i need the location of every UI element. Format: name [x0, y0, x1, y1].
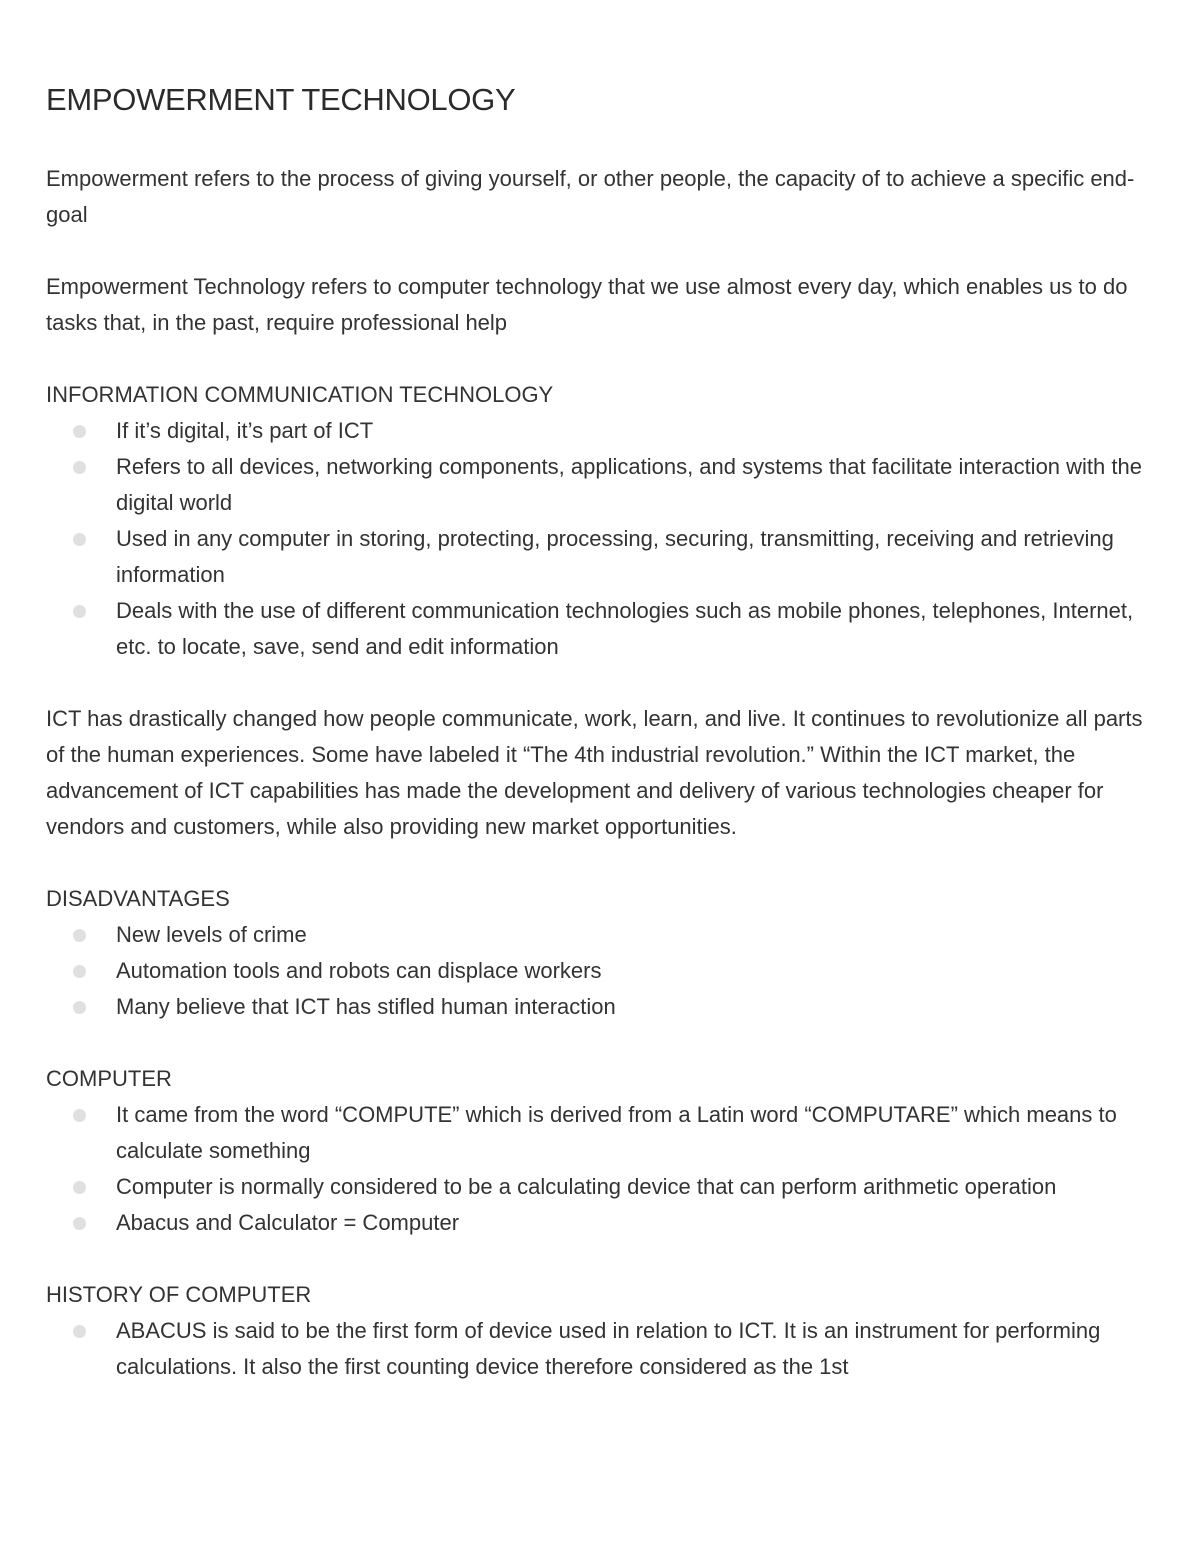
list-item: ABACUS is said to be the first form of device used in relation to ICT. It is an instrument for performing calculations. It also the first counting device therefore considered as the 1st — [46, 1313, 1156, 1385]
bullet-icon — [73, 425, 86, 438]
computer-heading: COMPUTER — [46, 1066, 172, 1091]
bullet-icon — [73, 1325, 86, 1338]
list-item: If it’s digital, it’s part of ICT — [46, 413, 1156, 449]
disadvantages-heading: DISADVANTAGES — [46, 886, 230, 911]
empowerment-definition: Empowerment refers to the process of giving yourself, or other people, the capacity of to achieve a specific end-goal — [46, 166, 1135, 227]
list-item: It came from the word “COMPUTE” which is derived from a Latin word “COMPUTARE” which means to calculate something — [46, 1097, 1156, 1169]
document-page — [46, 78, 1156, 1385]
bullet-icon — [73, 605, 86, 618]
bullet-icon — [73, 461, 86, 474]
document-title: EMPOWERMENT TECHNOLOGY — [46, 82, 516, 117]
bullet-icon — [73, 929, 86, 942]
bullet-icon — [73, 533, 86, 546]
bullet-icon — [73, 1109, 86, 1122]
computer-list — [46, 1097, 1156, 1241]
empowerment-technology-definition: Empowerment Technology refers to computer technology that we use almost every day, which enables us to do tasks that, in the past, require professional help — [46, 274, 1128, 335]
list-item: Automation tools and robots can displace workers — [46, 953, 1156, 989]
list-item: New levels of crime — [46, 917, 1156, 953]
list-item: Computer is normally considered to be a calculating device that can perform arithmetic operation — [46, 1169, 1156, 1205]
bullet-icon — [73, 1001, 86, 1014]
list-item: Deals with the use of different communication technologies such as mobile phones, telephones, Internet, etc. to locate, save, send and edit information — [46, 593, 1156, 665]
disadvantages-list — [46, 917, 1156, 1025]
bullet-icon — [73, 1181, 86, 1194]
list-item: Used in any computer in storing, protecting, processing, securing, transmitting, receiving and retrieving information — [46, 521, 1156, 593]
history-heading: HISTORY OF COMPUTER — [46, 1282, 312, 1307]
history-list — [46, 1313, 1156, 1385]
ict-paragraph: ICT has drastically changed how people communicate, work, learn, and live. It continues to revolutionize all parts of the human experiences. Some have labeled it “The 4th industrial revolution.” Within the ICT market, the advancement of ICT capabilities has made the development and delivery of various technologies cheaper for vendors and customers, while also providing new market opportunities. — [46, 706, 1143, 839]
ict-heading: INFORMATION COMMUNICATION TECHNOLOGY — [46, 382, 554, 407]
list-item: Abacus and Calculator = Computer — [46, 1205, 1156, 1241]
ict-list — [46, 413, 1156, 665]
bullet-icon — [73, 965, 86, 978]
list-item: Many believe that ICT has stifled human interaction — [46, 989, 1156, 1025]
bullet-icon — [73, 1217, 86, 1230]
list-item: Refers to all devices, networking components, applications, and systems that facilitate interaction with the digital world — [46, 449, 1156, 521]
